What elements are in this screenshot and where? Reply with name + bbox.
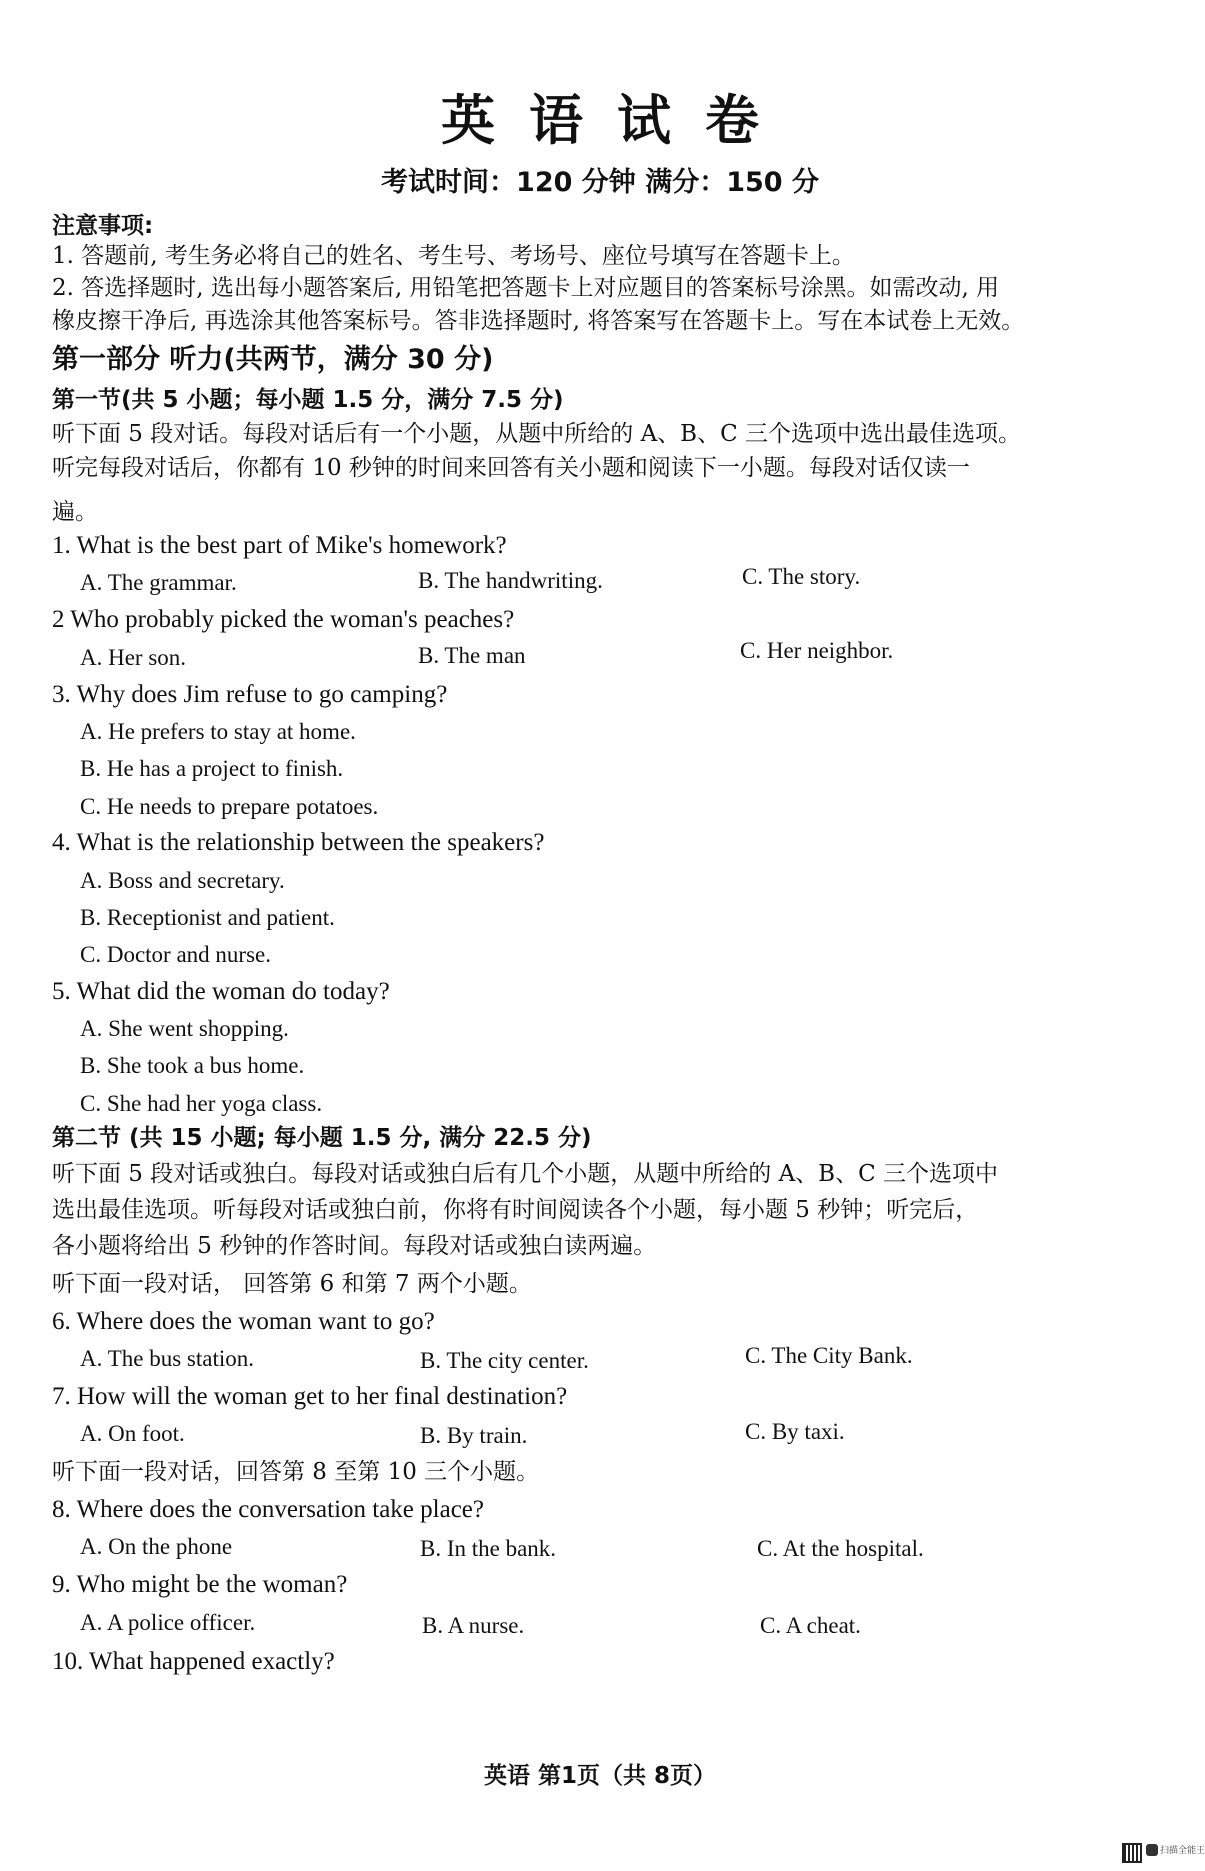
option-6b: B. The city center. xyxy=(420,1348,589,1373)
page-footer: 英语 第1页（共 8页） xyxy=(483,1763,717,1789)
section2-instruction: 听下面 5 段对话或独白。每段对话或独白后有几个小题，从题中所给的 A、B、C 三个选项中 xyxy=(52,1161,998,1187)
watermark-text: 扫描全能王 xyxy=(1160,1846,1205,1856)
option-7c: C. By taxi. xyxy=(745,1419,845,1444)
question-4: 4. What is the relationship between the speakers? xyxy=(52,829,545,856)
notice-heading: 注意事项: xyxy=(52,213,154,239)
question-7: 7. How will the woman get to her final destination? xyxy=(52,1383,568,1410)
exam-title: 英语试卷 xyxy=(441,89,793,152)
option-5c: C. She had her yoga class. xyxy=(80,1091,323,1116)
notice-item: 2. 答选择题时, 选出每小题答案后, 用铅笔把答题卡上对应题目的答案标号涂黑。如需改动, 用 xyxy=(52,275,1000,301)
qr-code-icon xyxy=(1122,1843,1142,1863)
option-3c: C. He needs to prepare potatoes. xyxy=(80,794,379,819)
option-8b: B. In the bank. xyxy=(420,1536,557,1561)
option-3a: A. He prefers to stay at home. xyxy=(80,719,356,744)
option-1b: B. The handwriting. xyxy=(418,568,603,593)
section1-instruction: 遍。 xyxy=(52,499,98,525)
dialogue-intro: 听下面一段对话，回答第 8 至第 10 三个小题。 xyxy=(52,1459,540,1485)
question-5: 5. What did the woman do today? xyxy=(52,978,390,1005)
option-8a: A. On the phone xyxy=(80,1534,233,1559)
question-6: 6. Where does the woman want to go? xyxy=(52,1308,435,1335)
notice-item: 橡皮擦干净后, 再选涂其他答案标号。答非选择题时, 将答案写在答题卡上。写在本试卷上无效。 xyxy=(52,308,1025,334)
option-9c: C. A cheat. xyxy=(760,1613,861,1638)
option-3b: B. He has a project to finish. xyxy=(80,756,344,781)
question-8: 8. Where does the conversation take place? xyxy=(52,1496,484,1523)
section1-instruction: 听下面 5 段对话。每段对话后有一个小题，从题中所给的 A、B、C 三个选项中选出最佳选项。 xyxy=(52,421,1021,447)
section1-heading: 第一节(共 5 小题；每小题 1.5 分，满分 7.5 分) xyxy=(52,387,564,413)
option-5a: A. She went shopping. xyxy=(80,1016,289,1041)
section2-instruction: 选出最佳选项。听每段对话或独白前，你将有时间阅读各个小题，每小题 5 秒钟；听完后， xyxy=(52,1197,979,1223)
exam-subtitle: 考试时间：120 分钟 满分：150 分 xyxy=(381,167,819,198)
option-2c: C. Her neighbor. xyxy=(740,638,894,663)
scanner-logo-icon xyxy=(1146,1844,1158,1856)
option-2b: B. The man xyxy=(418,643,526,668)
option-4b: B. Receptionist and patient. xyxy=(80,905,335,930)
question-1: 1. What is the best part of Mike's homework? xyxy=(52,532,507,559)
section1-instruction: 听完每段对话后，你都有 10 秒钟的时间来回答有关小题和阅读下一小题。每段对话仅读一 xyxy=(52,455,970,481)
question-3: 3. Why does Jim refuse to go camping? xyxy=(52,681,448,708)
notice-item: 1. 答题前, 考生务必将自己的姓名、考生号、考场号、座位号填写在答题卡上。 xyxy=(52,243,855,269)
question-10: 10. What happened exactly? xyxy=(52,1648,335,1675)
option-2a: A. Her son. xyxy=(80,645,187,670)
option-6c: C. The City Bank. xyxy=(745,1343,913,1368)
part1-heading: 第一部分 听力(共两节，满分 30 分) xyxy=(52,344,494,375)
option-4a: A. Boss and secretary. xyxy=(80,868,285,893)
option-7b: B. By train. xyxy=(420,1423,528,1448)
section2-heading: 第二节 (共 15 小题; 每小题 1.5 分, 满分 22.5 分) xyxy=(52,1125,592,1151)
option-6a: A. The bus station. xyxy=(80,1346,254,1371)
question-9: 9. Who might be the woman? xyxy=(52,1571,348,1598)
option-4c: C. Doctor and nurse. xyxy=(80,942,271,967)
option-7a: A. On foot. xyxy=(80,1421,185,1446)
option-9a: A. A police officer. xyxy=(80,1610,256,1635)
option-1c: C. The story. xyxy=(742,564,861,589)
option-1a: A. The grammar. xyxy=(80,570,237,595)
option-9b: B. A nurse. xyxy=(422,1613,525,1638)
question-2: 2 Who probably picked the woman's peaches? xyxy=(52,606,515,633)
section2-instruction: 各小题将给出 5 秒钟的作答时间。每段对话或独白读两遍。 xyxy=(52,1233,657,1259)
dialogue-intro: 听下面一段对话， 回答第 6 和第 7 两个小题。 xyxy=(52,1271,532,1297)
option-8c: C. At the hospital. xyxy=(757,1536,924,1561)
option-5b: B. She took a bus home. xyxy=(80,1053,305,1078)
